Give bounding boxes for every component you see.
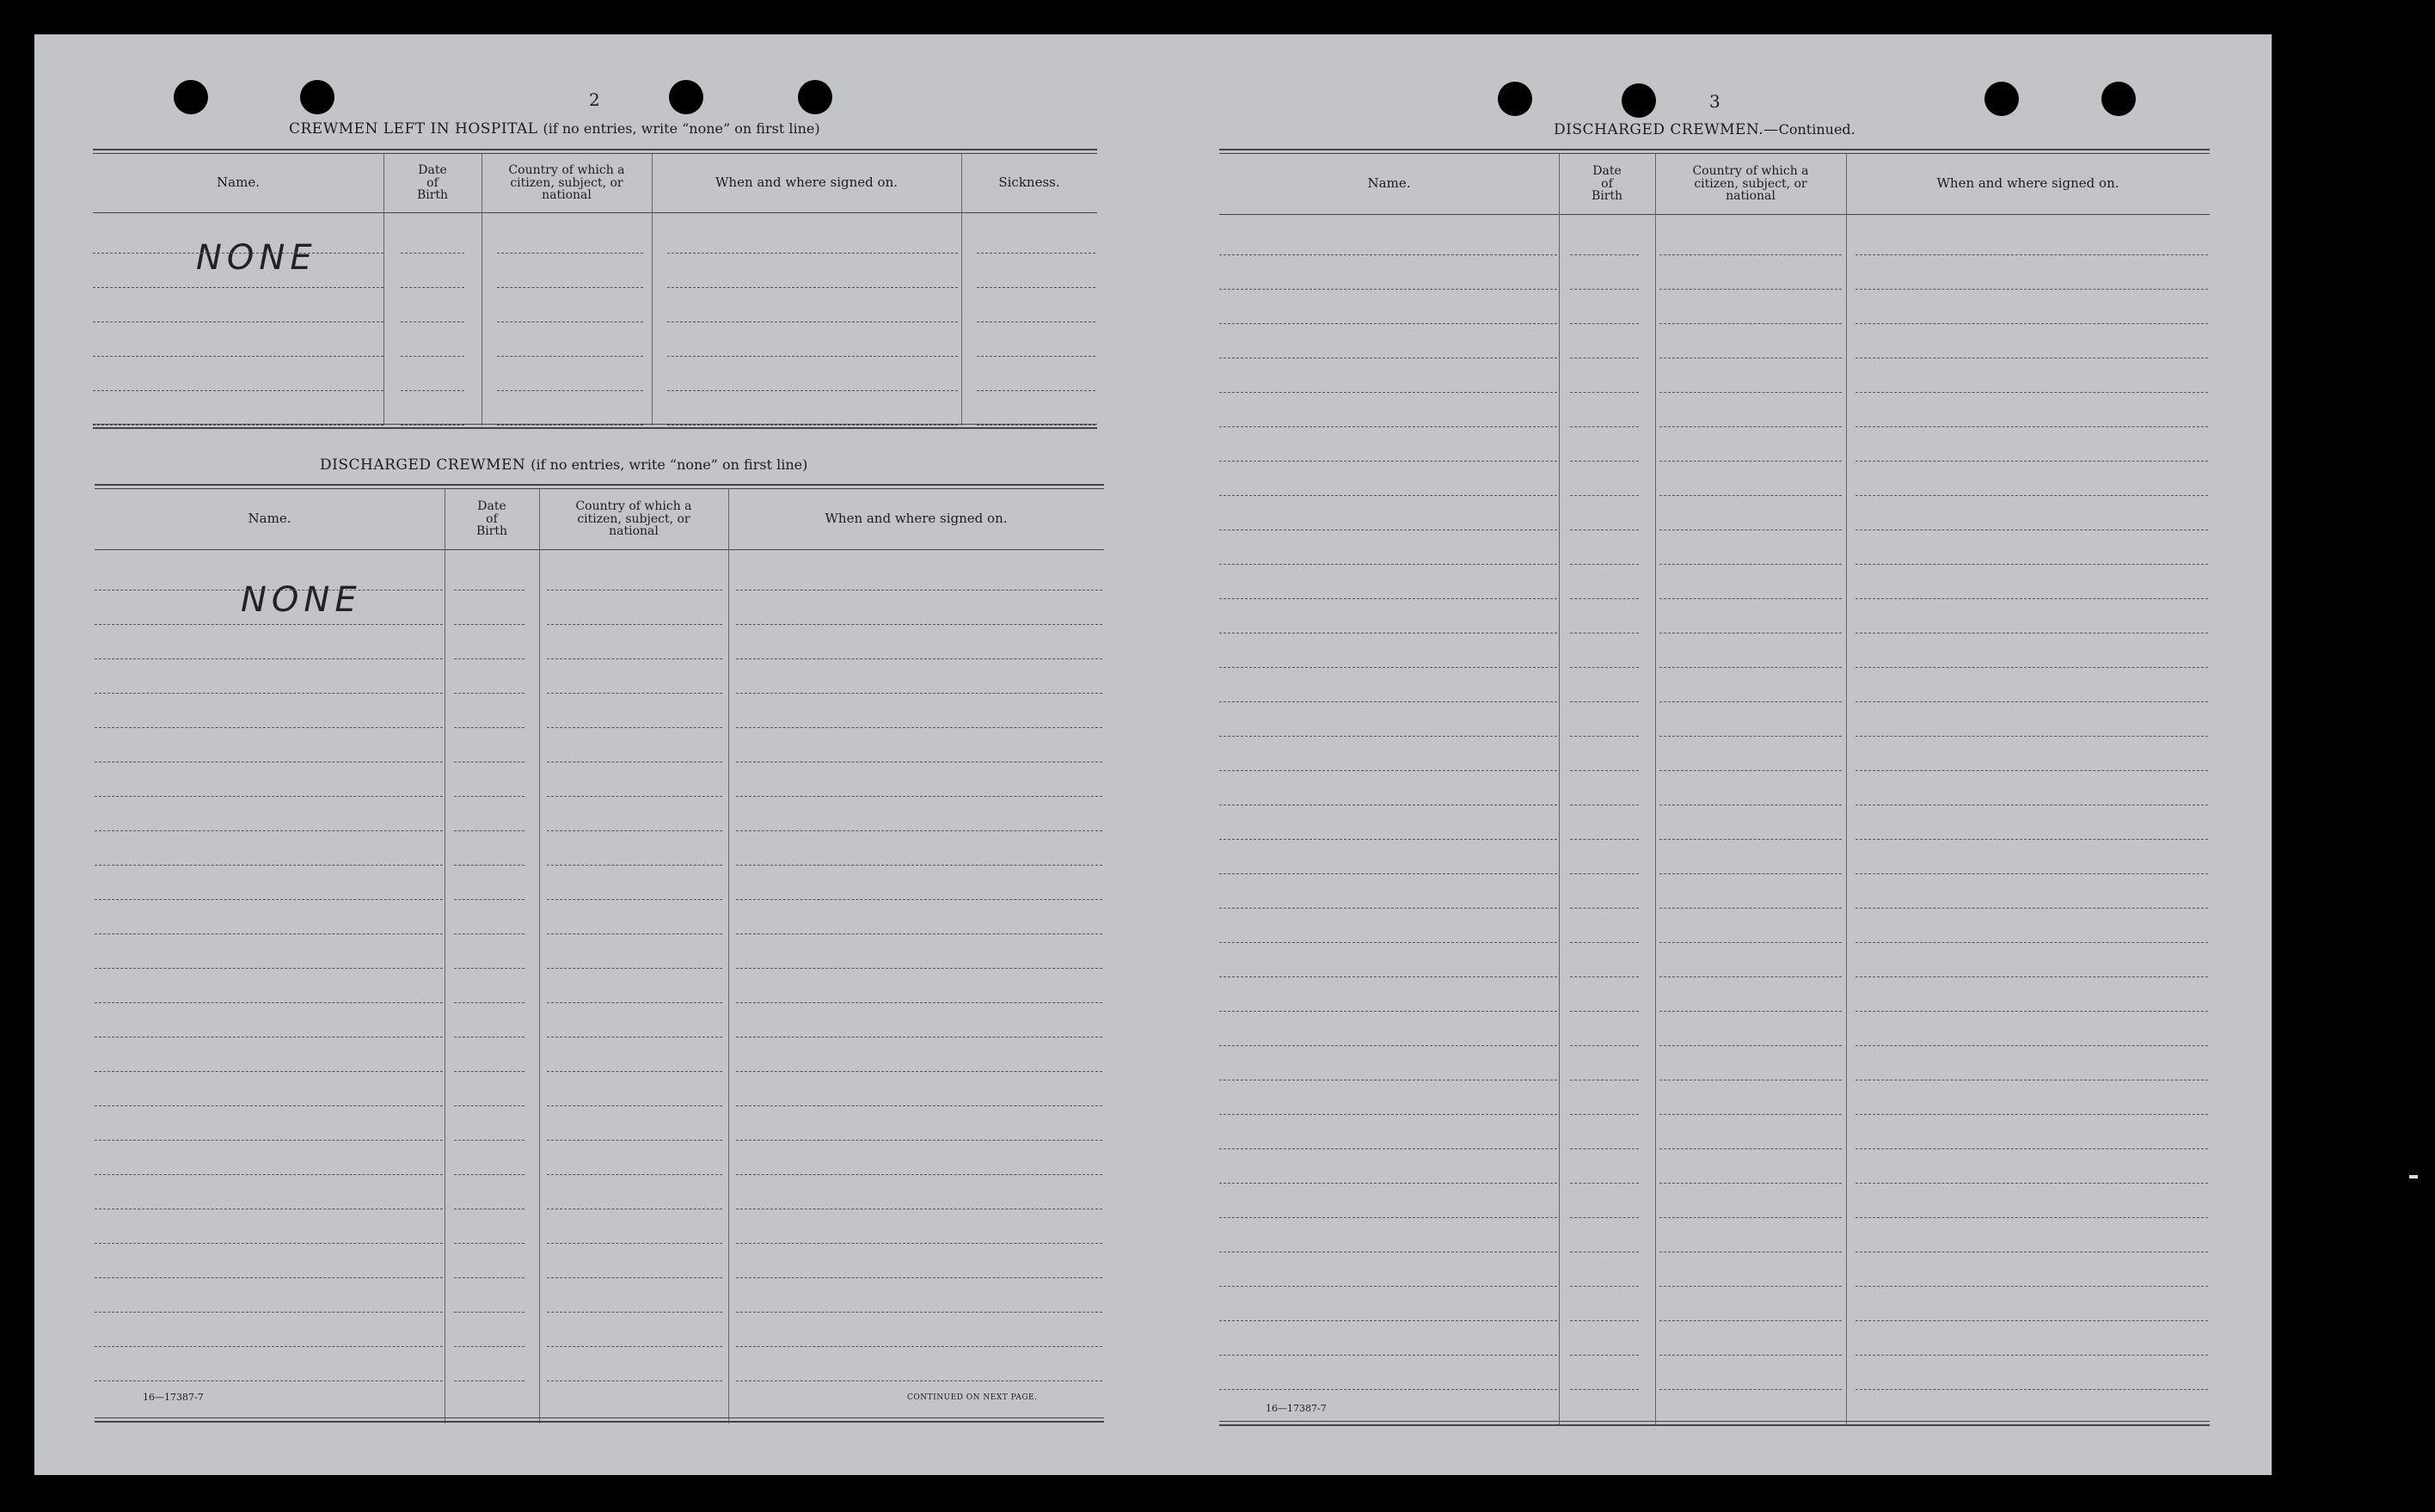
table-row <box>1219 565 2210 599</box>
table-row <box>1219 393 2210 427</box>
entry-line <box>1855 1389 2208 1390</box>
entry-line <box>1570 1389 1639 1390</box>
table-row <box>1219 840 2210 874</box>
table-bottom-rule <box>1219 1421 2210 1426</box>
table-row <box>1219 1184 2210 1218</box>
entry-line <box>454 1380 524 1381</box>
punch-hole <box>1622 83 1656 118</box>
discharged-title-text: DISCHARGED CREWMEN <box>320 456 526 474</box>
table-row <box>95 694 1104 728</box>
table-row <box>1219 1252 2210 1287</box>
table-row <box>1219 530 2210 565</box>
table-row <box>95 762 1104 797</box>
continued-label: Continued. <box>1778 121 1855 138</box>
hospital-title-text: CREWMEN LEFT IN HOSPITAL <box>289 120 538 138</box>
table-row <box>95 1209 1104 1244</box>
header-signed-on: When and where signed on. <box>1936 175 2119 192</box>
entry-line <box>736 1380 1102 1381</box>
table-row <box>1219 1287 2210 1321</box>
punch-hole <box>2101 82 2136 116</box>
table-row <box>1219 771 2210 805</box>
table-row <box>1219 290 2210 324</box>
table-row <box>1219 1115 2210 1149</box>
table-row <box>1219 221 2210 255</box>
discharged-continued-table <box>1219 149 2210 1429</box>
table-row <box>95 866 1104 900</box>
table-row <box>95 934 1104 969</box>
header-country: Country of which a citizen, subject, or national <box>575 499 692 539</box>
table-row <box>1219 634 2210 668</box>
table-row <box>95 969 1104 1003</box>
table-row <box>95 1347 1104 1381</box>
table-row <box>1219 1046 2210 1080</box>
page-number-right: 3 <box>1709 91 1720 112</box>
entry-line <box>547 1380 722 1381</box>
punch-hole <box>300 80 334 114</box>
table-bottom-rule <box>95 1417 1104 1423</box>
table-row <box>95 1278 1104 1313</box>
header-rule <box>1219 214 2210 215</box>
punch-hole <box>798 80 832 114</box>
header-date-of-birth: Date of Birth <box>416 162 449 203</box>
table-row <box>95 1106 1104 1141</box>
header-date-of-birth: Date of Birth <box>475 499 508 539</box>
table-row <box>1219 1356 2210 1390</box>
form-number: 16—17387-7 <box>143 1392 204 1403</box>
form-number: 16—17387-7 <box>1266 1403 1327 1414</box>
table-row <box>93 254 1097 288</box>
header-rule <box>93 212 1097 213</box>
table-row <box>95 1175 1104 1209</box>
table-row <box>95 728 1104 762</box>
header-country: Country of which a citizen, subject, or national <box>508 162 625 203</box>
table-row <box>1219 358 2210 393</box>
hospital-title-note: (if no entries, write “none” on first line) <box>543 120 820 137</box>
table-row <box>95 556 1104 591</box>
table-row <box>95 1038 1104 1072</box>
discharged-continued-title-text: DISCHARGED CREWMEN.— <box>1554 121 1779 138</box>
continued-on-next-page: CONTINUED ON NEXT PAGE. <box>907 1393 1038 1402</box>
punch-hole <box>174 80 208 114</box>
table-row <box>95 591 1104 625</box>
table-row <box>93 322 1097 357</box>
header-name: Name. <box>217 174 260 191</box>
discharged-title-note: (if no entries, write “none” on first line) <box>531 456 808 473</box>
table-row <box>1219 462 2210 496</box>
document-paper <box>34 34 2272 1475</box>
table-row <box>1219 702 2210 737</box>
table-row <box>95 659 1104 694</box>
table-row <box>95 1244 1104 1278</box>
table-row <box>95 1313 1104 1347</box>
table-row <box>1219 599 2210 634</box>
table-row <box>93 391 1097 425</box>
discharged-continued-title <box>1554 121 1855 138</box>
handwritten-entry: NONE <box>241 580 362 620</box>
table-row <box>1219 1218 2210 1252</box>
table-row <box>1219 324 2210 358</box>
entry-line <box>1219 1389 1557 1390</box>
table-row <box>93 357 1097 391</box>
entry-line <box>1659 1389 1842 1390</box>
table-row <box>95 831 1104 866</box>
punch-hole <box>669 80 703 114</box>
handwritten-entry: NONE <box>196 238 317 278</box>
header-country: Country of which a citizen, subject, or national <box>1692 163 1809 204</box>
header-signed-on: When and where signed on. <box>715 174 898 191</box>
page-number-left: 2 <box>589 89 600 110</box>
table-row <box>1219 805 2210 840</box>
header-rule <box>95 549 1104 550</box>
table-row <box>1219 874 2210 909</box>
header-signed-on: When and where signed on. <box>825 511 1008 527</box>
table-row <box>1219 909 2210 943</box>
punch-hole <box>1984 82 2019 116</box>
table-row <box>95 797 1104 831</box>
table-row <box>1219 496 2210 530</box>
discharged-section-title <box>320 456 807 474</box>
header-date-of-birth: Date of Birth <box>1591 163 1623 204</box>
table-row <box>1219 977 2210 1012</box>
header-name: Name. <box>1367 175 1411 192</box>
header-name: Name. <box>248 511 291 527</box>
table-row <box>95 1072 1104 1106</box>
table-row <box>93 288 1097 322</box>
scan-speck <box>2409 1175 2418 1178</box>
punch-hole <box>1498 82 1532 116</box>
table-row <box>1219 1149 2210 1184</box>
table-row <box>95 900 1104 934</box>
table-row <box>1219 1321 2210 1356</box>
hospital-section-title <box>289 120 820 138</box>
entry-line <box>95 1380 443 1381</box>
table-row <box>1219 1080 2210 1115</box>
table-row <box>1219 668 2210 702</box>
table-row <box>1219 943 2210 977</box>
table-row <box>93 219 1097 254</box>
table-row <box>1219 737 2210 771</box>
table-row <box>1219 427 2210 462</box>
table-row <box>95 625 1104 659</box>
discharged-table <box>95 484 1104 1427</box>
header-sickness: Sickness. <box>998 174 1060 191</box>
hospital-table <box>93 149 1097 428</box>
table-row <box>95 1003 1104 1038</box>
table-row <box>95 1141 1104 1175</box>
table-row <box>1219 255 2210 290</box>
table-row <box>1219 1012 2210 1046</box>
